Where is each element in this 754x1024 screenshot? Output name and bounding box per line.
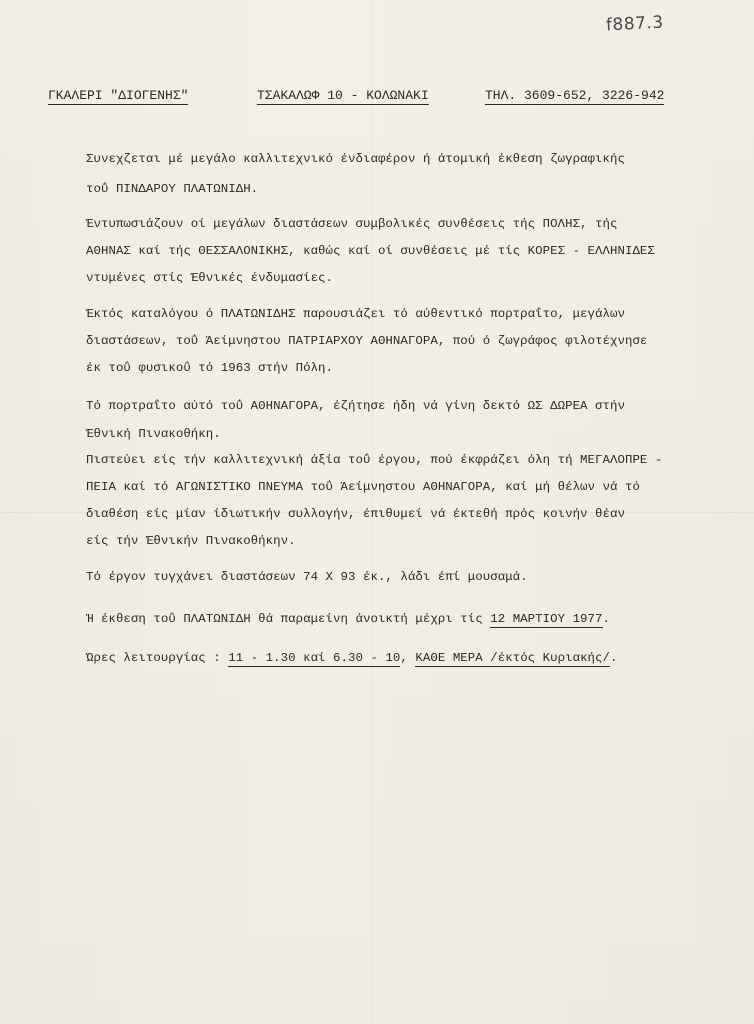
body-line: ΑΘΗΝΑΣ καί τής ΘΕΣΣΑΛΟΝΙΚΗΣ, καθώς καί οί συνθέσεις μέ τίς ΚΟΡΕΣ - ΕΛΛΗΝΙΔΕΣ [86,244,655,258]
opening-days: ΚΑΘΕ ΜΕΡΑ /έκτός Κυριακής/ [415,651,611,665]
body-line: Τό έργον τυγχάνει διαστάσεων 74 Χ 93 έκ., λάδι έπί μουσαμά. [86,570,528,584]
gallery-phone [485,88,664,103]
body-line: Έντυπωσιάζουν οί μεγάλων διαστάσεων συμβολικές συνθέσεις τής ΠΟΛΗΣ, τής [86,217,618,231]
body-line: Συνεχζεται μέ μεγάλο καλλιτεχνικό ένδιαφέρον ή άτομική έκθεση ζωγραφικής [86,152,625,166]
gallery-name [48,88,188,103]
body-line: έκ τοΰ φυσικοΰ τό 1963 στήν Πόλη. [86,361,334,375]
gallery-address [257,88,429,103]
body-line: Τό πορτραΐτο αύτό τοΰ ΑΘΗΝΑΓΟΡΑ, έζήτησε ήδη νά γίνη δεκτό ΩΣ ΔΩΡΕΑ στήν [86,399,625,413]
closing-date-prefix: Ή έκθεση τοΰ ΠΛΑΤΩΝΙΔΗ θά παραμείνη άνοικτή μέχρι τίς [86,612,491,626]
closing-date: 12 ΜΑΡΤΙΟΥ 1977 [490,612,603,626]
closing-date-line [86,612,610,626]
body-line: Έθνική Πινακοθήκη. [86,427,221,441]
body-line: Πιστεύει είς τήν καλλιτεχνική άξία τοΰ έργου, πού έκφράζει όλη τή ΜΕΓΑΛΟΠΡΕ - [86,453,663,467]
opening-hours-separator: , [400,651,416,665]
gallery-address-text: ΤΣΑΚΑΛΩΦ 10 - ΚΟΛΩΝΑΚΙ [257,88,429,103]
body-line: τοΰ ΠΙΝΔΑΡΟΥ ΠΛΑΤΩΝΙΔΗ. [86,182,259,196]
reference-mark: f887.3 [605,12,665,36]
opening-hours-line [86,651,618,665]
body-line: διαστάσεων, τοΰ Άείμνηστου ΠΑΤΡΙΑΡΧΟΥ ΑΘΗΝΑΓΟΡΑ, πού ό ζωγράφος φιλοτέχνησε [86,334,648,348]
body-line: διαθέση είς μίαν ίδιωτικήν συλλογήν, έπιθυμεί νά έκτεθή πρός κοινήν θέαν [86,507,625,521]
gallery-name-text: ΓΚΑΛΕΡΙ "ΔΙΟΓΕΝΗΣ" [48,88,189,103]
body-line: είς τήν Έθνικήν Πινακοθήκην. [86,534,296,548]
opening-hours-prefix: Ώρες λειτουργίας : [86,651,229,665]
opening-hours-suffix: . [610,651,618,665]
closing-date-suffix: . [602,612,611,626]
gallery-phone-text: ΤΗΛ. 3609-652, 3226-942 [485,88,665,103]
body-line: Έκτός καταλόγου ό ΠΛΑΤΩΝΙΔΗΣ παρουσιάζει τό αύθεντικό πορτραΐτο, μεγάλων [86,307,625,321]
opening-hours: 11 - 1.30 καί 6.30 - 10 [228,651,401,665]
body-line: ντυμένες στίς Έθνικές ένδυμασίες. [86,271,334,285]
body-line: ΠΕΙΑ καί τό ΑΓΩΝΙΣΤΙΚΟ ΠΝΕΥΜΑ τοΰ Άείμνηστου ΑΘΗΝΑΓΟΡΑ, καί μή θέλων νά τό [86,480,640,494]
